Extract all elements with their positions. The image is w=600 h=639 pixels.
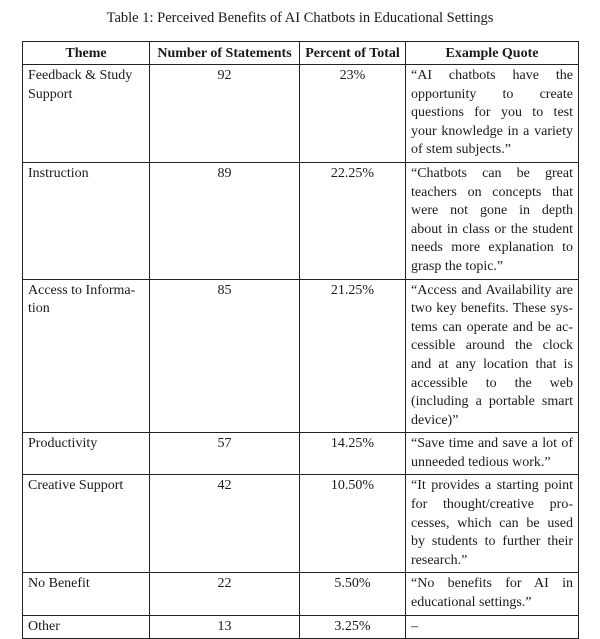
theme-cell: Other: [23, 615, 150, 639]
theme-cell: Access to Information: [23, 279, 150, 433]
percent-cell: 5.50%: [300, 573, 406, 615]
quote-cell: “Save time and save a lot of unneeded tedious work.”: [406, 433, 579, 475]
theme-cell: Feedback & Study Support: [23, 65, 150, 163]
table-row: [23, 475, 579, 573]
table-row: [23, 615, 579, 639]
count-cell: 57: [150, 433, 300, 475]
theme-cell: Productivity: [23, 433, 150, 475]
header-percent-of-total: Percent of Total: [300, 42, 406, 65]
header-theme: Theme: [23, 42, 150, 65]
table-row: [23, 279, 579, 433]
benefits-table: [22, 41, 579, 639]
table-header-row: [23, 42, 579, 65]
percent-cell: 10.50%: [300, 475, 406, 573]
table-row: [23, 573, 579, 615]
count-cell: 89: [150, 162, 300, 279]
table-caption: Table 1: Perceived Benefits of AI Chatbots in Educational Settings: [106, 10, 494, 26]
table-row: [23, 162, 579, 279]
quote-cell: “Access and Availability are two key benefits. These systems can operate and be accessible around the clock and at any location that is accessible to the web (including a portable smart device)”: [406, 279, 579, 433]
header-example-quote: Example Quote: [406, 42, 579, 65]
header-number-of-statements: Number of Statements: [150, 42, 300, 65]
quote-cell: –: [406, 615, 579, 639]
percent-cell: 23%: [300, 65, 406, 163]
table-row: [23, 433, 579, 475]
quote-cell: “No benefits for AI in educational settings.”: [406, 573, 579, 615]
theme-cell: Creative Support: [23, 475, 150, 573]
percent-cell: 22.25%: [300, 162, 406, 279]
count-cell: 92: [150, 65, 300, 163]
theme-cell: No Benefit: [23, 573, 150, 615]
count-cell: 85: [150, 279, 300, 433]
count-cell: 42: [150, 475, 300, 573]
percent-cell: 3.25%: [300, 615, 406, 639]
table-row: [23, 65, 579, 163]
quote-cell: “It provides a starting point for thought/creative processes, which can be used by students to further their research.”: [406, 475, 579, 573]
percent-cell: 14.25%: [300, 433, 406, 475]
quote-cell: “Chatbots can be great teachers on concepts that were not gone in depth about in class or the student needs more explanation to grasp the topic.”: [406, 162, 579, 279]
count-cell: 13: [150, 615, 300, 639]
theme-cell: Instruction: [23, 162, 150, 279]
quote-cell: “AI chatbots have the opportunity to create questions for you to test your knowledge in a variety of stem subjects.”: [406, 65, 579, 163]
percent-cell: 21.25%: [300, 279, 406, 433]
count-cell: 22: [150, 573, 300, 615]
